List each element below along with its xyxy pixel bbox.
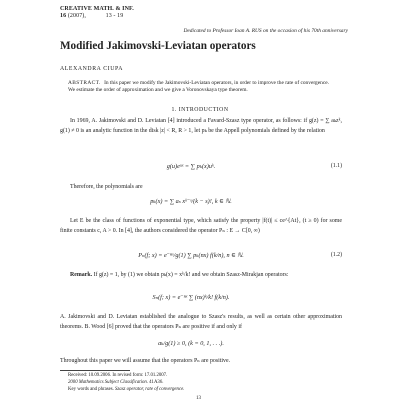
equation-1-1: [60, 161, 342, 175]
equation-positivity: [60, 338, 342, 352]
msc-value: 41A36.: [149, 380, 164, 385]
section-heading: 1. INTRODUCTION: [171, 107, 229, 113]
abstract: [68, 80, 336, 95]
paragraph-2: Therefore, the polynomials are: [70, 184, 143, 190]
equation-1-2: [60, 250, 342, 264]
paragraph-1: In 1969, A. Jakimovski and D. Leviatan [4] introduced a Favard-Szasz type operator, as follows: if g(z) = ∑ aₖzᵏ, g(1) ≠ 0 is an analytic function in the disk |z| < R, R > 1, let pₖ be the Appell polynomials defined by the relation: [60, 118, 342, 134]
keywords-value: Szasz operator, rate of convergence.: [115, 387, 185, 392]
paper-title: Modified Jakimovski-Leviatan operators: [60, 40, 256, 52]
journal-header: [60, 6, 134, 20]
equation-number: (1.2): [330, 252, 342, 258]
journal-volume: 16: [60, 13, 67, 19]
journal-volume-line: [60, 13, 134, 20]
journal-title: CREATIVE MATH. & INF.: [60, 6, 134, 12]
footnote-msc: [68, 380, 163, 386]
footnote-rule: [60, 370, 130, 371]
footnote-keywords: [68, 387, 184, 393]
msc-label: 2000 Mathematics Subject Classification.: [68, 380, 148, 385]
equation-body: pₖ(x) = ∑ aₛ xᵏ⁻ˢ/(k − s)!, k ∈ ℕ.: [150, 198, 232, 205]
paragraph-5: A. Jakimovski and D. Leviatan established the analogue to Szasz's results, as well as certain other approximation theorems. B. Wood [6] proved that the operators Pₙ are positive if and only if: [60, 314, 342, 330]
footnote-received: Received: 10.09.2006. In revised form: 17.01.2007.: [68, 373, 168, 378]
remark-label: Remark.: [70, 272, 93, 278]
abstract-label: ABSTRACT.: [68, 80, 101, 86]
page-number: 13: [196, 396, 201, 400]
equation-body: Sₙ(f; x) = e⁻ⁿˣ ∑ (nx)ᵏ/k! f(k/n).: [152, 294, 230, 301]
remark-text: If g(z) = 1, by (1) we obtain pₖ(x) = xᵏ/k! and we obtain Szasz-Mirakjan operators:: [93, 272, 289, 278]
journal-year: (2007),: [67, 13, 87, 19]
paragraph-6: Throughout this paper we will assume that the operators Pₙ are positive.: [60, 358, 231, 364]
paragraph-3: Let E be the class of functions of exponential type, which satisfy the property |f(t)| ≤ ce^{At}, (t ≥ 0) for some finite constants c, A > 0. In [4], the authors considered the operator Pₙ : E → C[0, ∞): [60, 218, 342, 234]
equation-body: Pₙ(f; x) = e⁻ⁿˣ/g(1) ∑ pₖ(nx) f(k/n), n ∈ ℕ.: [138, 252, 244, 259]
abstract-text: In this paper we modify the Jakimovski-Leviatan operators, in order to improve the rate of convergence. We estimate the order of approximation and we give a Voronovskaya type theorem.: [68, 80, 329, 94]
keywords-label: Key words and phrases.: [68, 387, 114, 392]
equation-body: g(u)eᵘˣ = ∑ pₖ(x)uᵏ.: [166, 163, 216, 170]
equation-szasz: [60, 292, 342, 306]
equation-number: (1.1): [330, 163, 342, 169]
equation-body: aₖ/g(1) ≥ 0, (k = 0, 1, . . .).: [158, 340, 224, 347]
paragraph-remark: [60, 270, 342, 280]
author-name: ALEXANDRA CIUPA: [60, 66, 124, 72]
equation-appell: [60, 196, 342, 210]
journal-pages: 13 - 19: [105, 13, 124, 19]
dedication: Dedicated to Professor Ioan A. RUS on the occasion of his 70th anniversary: [183, 28, 348, 34]
